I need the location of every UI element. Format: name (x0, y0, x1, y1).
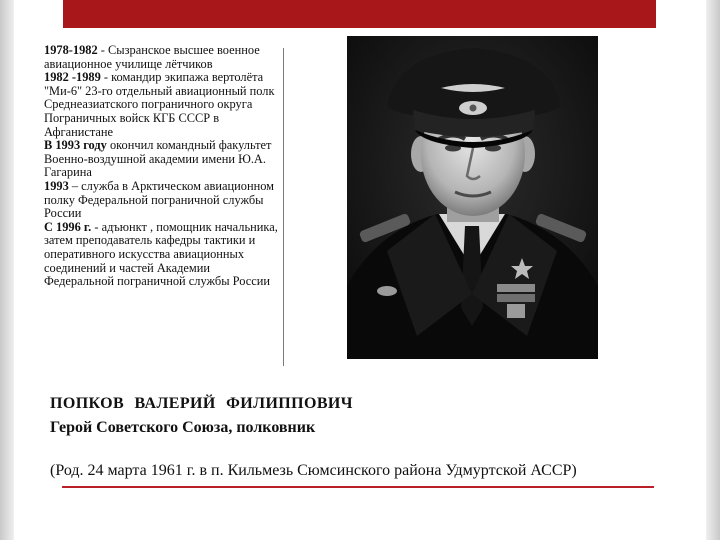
bio-entry (44, 180, 280, 221)
bio-date: 1993 (44, 178, 69, 193)
portrait-illustration (347, 36, 598, 359)
accent-underline (62, 486, 654, 488)
bio-description: - командир экипажа вертолёта "Ми-6" 23-го отдельный авиационный полк Среднеазиатского пограничного округа Пограничных войск КГБ СССР в Афганистане (44, 70, 275, 139)
bio-entry (44, 221, 280, 289)
bio-entry (44, 139, 280, 180)
bio-entry (44, 71, 280, 139)
title-accent-bar (63, 0, 656, 28)
bio-description: окончил командный факультет Военно-воздушной академии имени Ю.А. Гагарина (44, 138, 272, 180)
right-frame-border (706, 0, 720, 540)
bio-description: - адъюнкт , помощник начальника, затем преподаватель кафедры тактики и оперативного искусства авиационных соединений и частей Академии Федеральной пограничной службы России (44, 219, 278, 289)
bio-date: В 1993 году (44, 138, 107, 153)
bio-description: - Сызранское высшее военное авиационное училище лётчиков (44, 43, 260, 71)
left-frame-border (0, 0, 14, 540)
portrait-photo (347, 36, 598, 359)
person-name: ПОПКОВ ВАЛЕРИЙ ФИЛИППОВИЧ (50, 395, 353, 412)
birth-info: (Род. 24 марта 1961 г. в п. Кильмезь Сюмсинского района Удмуртской АССР) (50, 462, 577, 479)
biography-text (44, 44, 280, 289)
bio-date: С 1996 г. (44, 219, 92, 234)
vertical-divider (283, 48, 284, 366)
bio-description: – служба в Арктическом авиационном полку Федеральной пограничной службы России (44, 178, 275, 221)
bio-entry (44, 44, 280, 71)
person-rank: Герой Советского Союза, полковник (50, 419, 316, 436)
bio-date: 1978-1982 (44, 43, 98, 57)
bio-date: 1982 -1989 (44, 70, 101, 85)
